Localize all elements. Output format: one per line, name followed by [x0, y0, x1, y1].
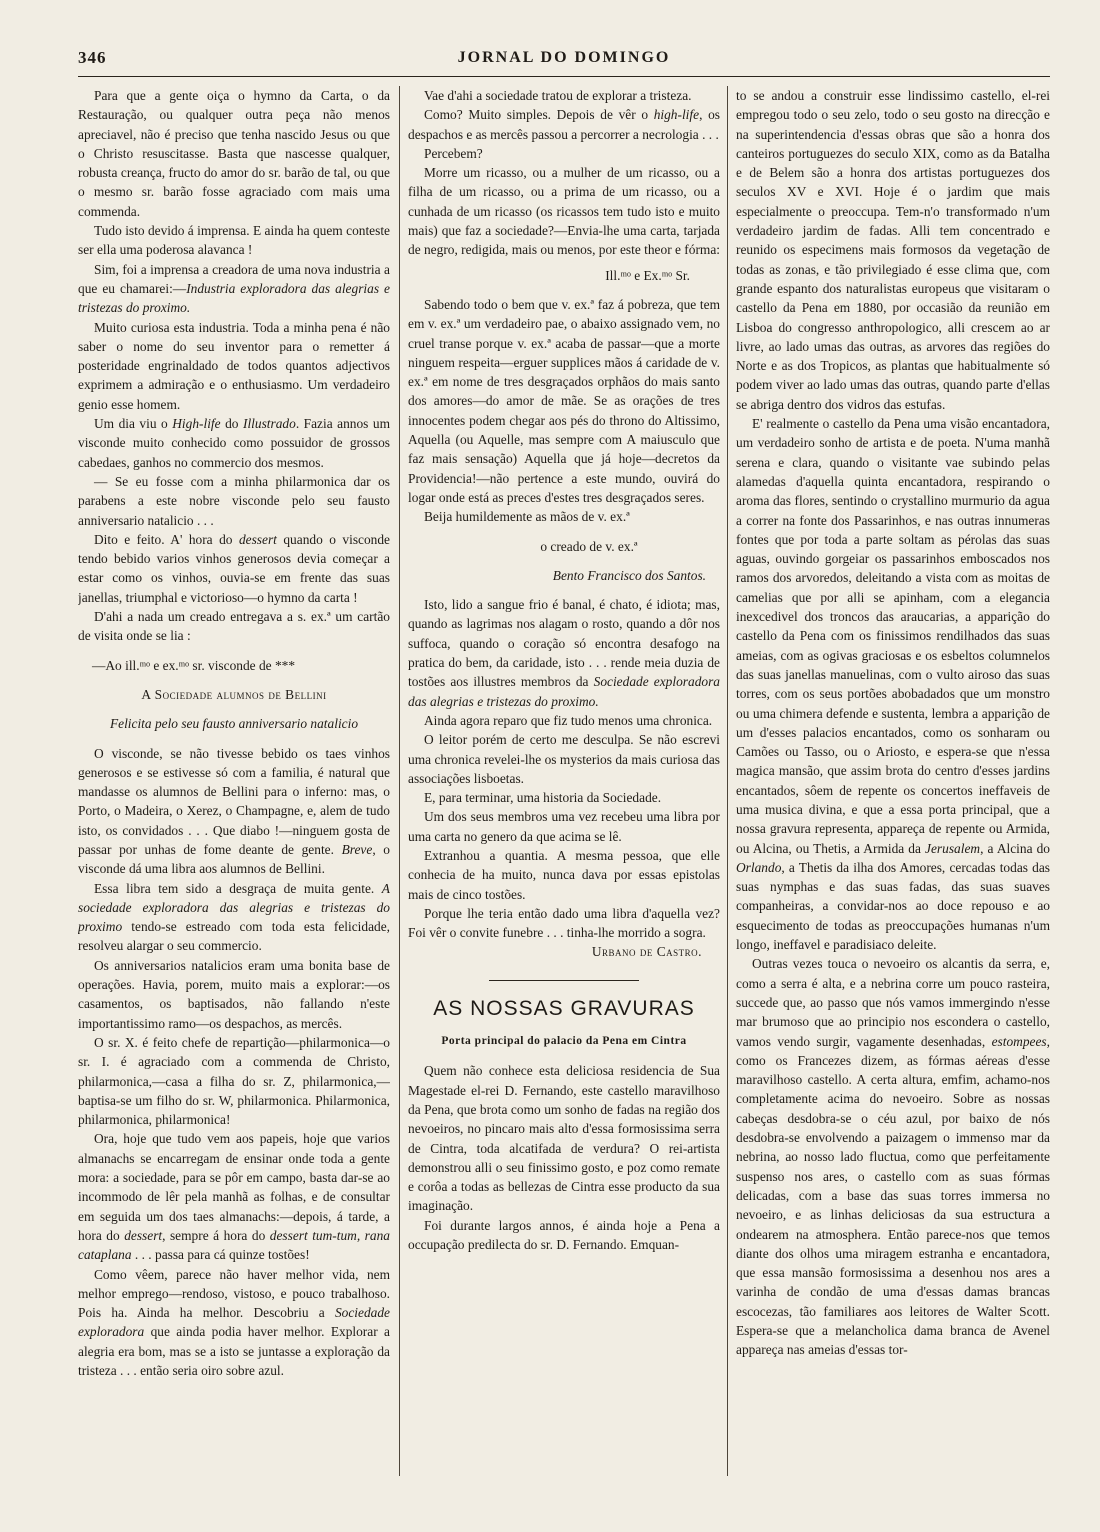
- text-run-italic: dessert: [238, 531, 277, 547]
- column-1: [78, 86, 390, 1486]
- letter-signature: Bento Francisco dos Santos.: [552, 567, 706, 583]
- header-rule: [78, 76, 1050, 77]
- card-line: —Ao ill.ᵐᵒ e ex.ᵐᵒ sr. visconde de ***: [92, 657, 296, 673]
- paragraph: Extranhou a quantia. A mesma pessoa, que elle conhecia de ha muito, nunca dava por essas epistolas mais de cinco tostões.: [408, 847, 720, 902]
- paragraph: O sr. X. é feito chefe de repartição—philarmonica—o sr. I. é agraciado com a commenda de Christo, philarmonica,—casa a filha do sr. Z, philarmonica,—baptisa-se um filho do sr. W, philarmonica. Philarmonica, philarmonica, philarmonica!: [78, 1034, 390, 1128]
- spacer: [78, 646, 390, 656]
- paragraph: Vae d'ahi a sociedade tratou de explorar a tristeza.: [424, 88, 692, 103]
- text-run: , como os Francezes dizem, as fórmas aéreas d'esse maravilhoso castello. A certa altura, emfim, achamo-nos completamente acima do nevoeiro. Sobre as nossas cabeças desdobra-se o céu azul, por baixo de nós desdobra-se envolvendo a paizagem o immenso mar da nebrina, ao nosso lado fluctua, como que perfeitamente suspenso nos ares, o castello com as suas fórmas delicadas, com a base das suas torres immersa no nevoeiro, e as linhas deliciosas da sua estructura a ondearem na atmosphera. Então parece-nos que temos diante dos olhos uma miragem estranha e encantadora, que essa mansão formosissima a desenhou nos ares a varinha de condão de uma d'essas damas brancas escocezas, tão familiares aos leitores de Walter Scott. Espera-se que a melancholica dama branca de Avenel appareça nas ameias d'essas tor-: [736, 1033, 1050, 1358]
- text-run-italic: estompees: [991, 1033, 1047, 1049]
- text-run: , os despachos e as mercês passou a percorrer a necrologia . . .: [408, 107, 720, 142]
- paragraph: Muito curiosa esta industria. Toda a minha pena é não saber o nome do seu inventor para o remetter á posteridade engrinaldado de todos quantos adjectivos exprimem a admiração e o enthusiasmo. Um verdadeiro genio esse homem.: [78, 319, 390, 412]
- column-rule: [399, 86, 400, 1476]
- column-rule: [727, 86, 728, 1476]
- paragraph: [736, 414, 1050, 954]
- text-run: Como vêem, parece não haver melhor vida, nem melhor emprego—rendoso, vistoso, e pouco trabalhoso. Pois ha. Ainda ha melhor. Descobriu a: [78, 1266, 390, 1321]
- text-run: Como? Muito simples. Depois de vêr o: [424, 107, 654, 123]
- text-run-italic: Illustrado: [242, 416, 296, 432]
- text-run: , sempre á hora do: [162, 1227, 270, 1243]
- journal-title: JORNAL DO DOMINGO: [457, 49, 671, 66]
- text-run-italic: dessert: [124, 1227, 163, 1243]
- text-run-italic: High-life: [172, 416, 221, 432]
- letter-body: Sabendo todo o bem que v. ex.ª faz á pobreza, que tem em v. ex.ª um verdadeiro pae, o abaixo assignado vem, no cruel transe porque v. ex.ª acaba de passar—que a morte ninguem respeita—erguer supplices mãos á caridade de v. ex.ª em nome de tres desgraçados orphãos do mais santo dos amores—do amor de mãe. Se as orações de tres innocentes podem chegar aos pés do throno do Altissimo, Aquella (ou Aquelle, mas sempre com A maiusculo que faz mais sensação) Aquella que já hoje—decretos da Providencia!—não pertence a este mundo, ouvirá do logar onde está as preces d'estes tres desgraçados seres.: [408, 296, 720, 505]
- page-number: 346: [78, 48, 107, 67]
- paragraph: Os anniversarios natalicios eram uma bonita base de operações. Havia, porem, muito mais a explorar:—os casamentos, os baptisados, não fallando n'este importantissimo ramo—os despachos, as mercês.: [78, 957, 390, 1031]
- author-signature: Urbano de Castro.: [591, 944, 702, 960]
- spacer: [408, 556, 720, 566]
- text-run: . . . passa para cá quinze tostões!: [131, 1247, 310, 1263]
- paragraph: Quem não conhece esta deliciosa residencia de Sua Magestade el-rei D. Fernando, este castello maravilhoso da Pena, que brota como um sonho de fadas na região dos nevoeiros, no pincaro mais alto d'essa formosissima serra de Cintra, toda alcatifada de verdura? O rei-artista demonstrou alli o seu finissimo gosto, e poz como remate e corôa a todas as bellezas de Cintra esse producto da sua imaginação.: [408, 1063, 720, 1214]
- letter-closing: o creado de v. ex.ª: [540, 538, 638, 554]
- text-run-italic: Jerusalem: [925, 840, 981, 856]
- paragraph: Foi durante largos annos, é ainda hoje a Pena a occupação predilecta do sr. D. Fernando. Emquan-: [408, 1217, 720, 1253]
- text-run: tendo-se estreado com toda esta felicidade, resolveu alargar o seu commercio.: [78, 919, 390, 954]
- spacer: [78, 675, 390, 685]
- column-2: [408, 86, 720, 1486]
- paragraph: [78, 744, 390, 879]
- text-run: Outras vezes touca o nevoeiro os alcantis da serra, e, como a serra é alta, e a nebrina corre um pouco rasteira, succede que, ao passo que nós vamos immergindo n'esse mar brumoso que ao principio nos escondera o castello, vamos vendo surgir, vagamente desenhadas,: [736, 956, 1050, 1049]
- text-run: , a Alcina do: [980, 840, 1050, 856]
- text-run: Essa libra tem sido a desgraça de muita gente.: [94, 880, 375, 896]
- text-run: . Fazia annos um visconde muito conhecido como possuidor de grossos cabedaes, ganhos no commercio dos mesmos.: [78, 416, 390, 470]
- paragraph: Morre um ricasso, ou a mulher de um ricasso, ou a filha de um ricasso, ou a prima de um ricasso, ou a cunhada de um ricasso (os ricassos tem tudo isto e muito mais) que faz a sociedade?—Envia-lhe uma carta, tarjada de negro, redigida, mais ou menos, por este theor e fórma:: [408, 165, 720, 258]
- paragraph: to se andou a construir esse lindissimo castello, el-rei empregou todo o seu zelo, todo o seu gosto na direcção e na superintendencia d'essas obras que são a honra dos canteiros portuguezes do seculo XIX, como as da Batalha e de Belem são a honra dos artistas portuguezes dos seculos XV e XVI. Hoje é o jardim que mais especialmente o preoccupa. Tem-n'o transformado n'um verdadeiro jardim de fadas. Alli tem concentrado e reunido os especimens mais formosos da vegetação de todas as zonas, e tão privilegiado é esse clima que, com grande espanto dos naturalistas europeus que visitaram o castello da Pena em 1880, por occasião da reunião em Lisboa do congresso anthropologico, alli crescem ao ar livre, ao lado umas das outras, as arvores das regiões do Norte e as dos Tropicos, as plantas que habitualmente só podem viver ao lado umas das outras, quando parte d'ellas se abriga dentro dos vidros das estufas.: [736, 88, 1050, 412]
- text-run: que ainda podia haver melhor. Explorar a alegria era bom, mas se a isto se juntasse a exploração da tristeza . . . então seria oiro sobre azul.: [78, 1324, 390, 1378]
- paragraph: [78, 1265, 390, 1381]
- paragraph: Tudo isto devido á imprensa. E ainda ha quem conteste ser ella uma poderosa alavanca !: [78, 223, 390, 258]
- letter-salutation: Ill.ᵐᵒ e Ex.ᵐᵒ Sr.: [605, 267, 690, 283]
- spacer: [408, 585, 720, 595]
- paragraph: [78, 260, 390, 318]
- page-header: [78, 48, 1050, 72]
- text-run-italic: Sociedade exploradora: [78, 1305, 390, 1340]
- text-run-italic: dessert tum-tum, rana cataplana: [78, 1227, 390, 1263]
- paragraph: Porque lhe teria então dado uma libra d'aquella vez? Foi vêr o convite funebre . . . tinha-lhe morrido a sogra.: [408, 905, 720, 941]
- column-3: [736, 86, 1050, 1486]
- section-divider: [489, 980, 639, 981]
- paragraph: Ainda agora reparo que fiz tudo menos uma chronica.: [424, 712, 713, 728]
- text-run: , a Thetis da ilha dos Amores, cercadas todas das suas nymphas e das suas fadas, das suas suaves companheiras, a convidar-nos ao doce repouso e ao esquecimento de todas as preoccupações humanas n'um longo, ineffavel e paradisiaco deleite.: [736, 859, 1050, 953]
- paragraph: D'ahi a nada um creado entregava a s. ex.ª um cartão de visita onde se lia :: [78, 609, 390, 644]
- text-run: O visconde, se não tivesse bebido os taes vinhos generosos e se estivesse só com a familia, é natural que mandasse os alumnos de Bellini para o inferno: mas, o Porto, o Madeira, o Xerez, o Champagne, e, alem de tudo isto, os convidados . . . Que diabo !—ninguem gosta de passar por unhas de fome deante de gente.: [78, 745, 390, 857]
- text-run: quando o visconde tendo bebido varios vinhos generosos devia começar a estar como os vinhos, ouvia-se em frente das suas janellas, triumphal e victorioso—o hymno da carta !: [78, 531, 390, 605]
- section-subtitle: Porta principal do palacio da Pena em Cintra: [441, 1035, 687, 1048]
- paragraph: [78, 530, 390, 607]
- paragraph: Um dos seus membros uma vez recebeu uma libra por uma carta no genero da que acima se lê.: [408, 809, 720, 844]
- paragraph: [78, 1129, 390, 1264]
- spacer: [408, 285, 720, 295]
- letter-kiss: Beija humildemente as mãos de v. ex.ª: [424, 509, 630, 525]
- paragraph: E, para terminar, uma historia da Sociedade.: [424, 790, 662, 806]
- paragraph: — Se eu fosse com a minha philarmonica dar os parabens a este nobre visconde pelo seu fausto anniversario natalicio . . .: [78, 473, 390, 528]
- section-title: AS NOSSAS GRAVURAS: [433, 996, 695, 1020]
- text-run: E' realmente o castello da Pena uma visão encantadora, um verdadeiro sonho de artista e de poeta. N'uma manhã serena e clara, quando o visitante vae subindo pelas alamedas d'aquella quinta encantadora, respirando o aroma das flores, sentindo o crystallino murmurio da agua a correr na fonte dos Passarinhos, e nas outras innumeras fontes que por toda a parte soltam as pérolas das suas aguas, ouvindo gorgeiar os passarinhos emboscados nos ramos dos arvoredos, deleitando a vista com as moitas de camelias que por alli se apinham, com a elegancia inexcedivel dos troncos das araucarias, a apparição do castello da Pena com os finissimos rendilhados das suas ameias, com as ogivas graciosas e os esbeltos columnelos das suas janellas manuelinas, com o vulto airoso das suas torres, com os seus portões abobadados que um monstro ou uma chimera defende e sustenta, lembra a apparição de um d'esses palacios encantados, como os sonharam ou Camões ou Tasso, ou o Ariosto, e espera-se que n'essa magica mansão, que assim brota do centro d'esses jardins encantados, sôem de repente os concertos ineffaveis de uma musica divina, e que a essa porta principal, que a nossa gravura representa, appareça de repente ou Armida, ou Alcina, ou Thetis, a Armida da: [736, 416, 1050, 856]
- paragraph: O leitor porém de certo me desculpa. Se não escrevi uma chronica revelei-lhe os mysterios da mais curiosa das associações lisboetas.: [408, 732, 720, 786]
- text-run: Dito e feito. A' hora do: [94, 531, 239, 547]
- paragraph: Para que a gente oiça o hymno da Carta, o da Restauração, ou qualquer outra peça não menos apreciavel, não é preciso que tenha nascido Jesus ou que o Christo resuscitasse. Basta que nascesse qualquer, robusta creança, fructo do amor do sr. barão de tal, ou que o mesmo sr. barão fosse agraciado com mais uma commenda.: [78, 88, 390, 219]
- text-run-italic: A sociedade exploradora das alegrias e tristezas do proximo: [78, 880, 390, 935]
- card-felicita: Felicita pelo seu fausto anniversario natalicio: [109, 716, 359, 732]
- text-run: Um dia viu o: [94, 416, 173, 432]
- text-run-italic: Sociedade exploradora das alegrias e tristezas do proximo.: [408, 674, 720, 709]
- text-run: Ora, hoje que tudo vem aos papeis, hoje que varios almanachs se encarregam de ensinar onde toda a gente mora: a sociedade, para se pôr em campo, basta dar-se ao incommodo de lêr pela manhã as folhas, e de consultar em seguida um dos taes almanachs:—depois, á tarde, a hora do: [78, 1131, 390, 1243]
- spacer: [408, 527, 720, 537]
- text-run: Sim, foi a imprensa a creadora de uma nova industria a que eu chamarei:—: [78, 261, 390, 296]
- text-run-italic: Breve: [341, 841, 373, 857]
- text-run: , o visconde dá uma libra aos alumnos de Bellini.: [78, 841, 390, 877]
- paragraph: [736, 954, 1050, 1359]
- spacer: [78, 704, 390, 714]
- text-run: Isto, lido a sangue frio é banal, é chato, é idiota; mas, quando as lagrimas nos alagam o rosto, quando a dôr nos suffoca, quando o coração só encontra desafogo na pratica do bem, da caridade, isto . . . rende meia duzia de tostões aos illustres membros da: [408, 597, 720, 690]
- spacer: [78, 734, 390, 744]
- paragraph: [78, 414, 390, 472]
- card-society: A Sociedade alumnos de Bellini: [141, 686, 327, 702]
- text-run-italic: Industria exploradora das alegrias e tristezas do proximo.: [78, 280, 390, 316]
- paragraph: Percebem?: [424, 145, 483, 161]
- text-run: do: [220, 416, 243, 432]
- paragraph: [78, 879, 390, 956]
- paragraph: [408, 105, 720, 144]
- text-run-italic: Orlando: [736, 859, 782, 875]
- text-run-italic: high-life: [653, 107, 700, 123]
- paragraph: [408, 595, 720, 711]
